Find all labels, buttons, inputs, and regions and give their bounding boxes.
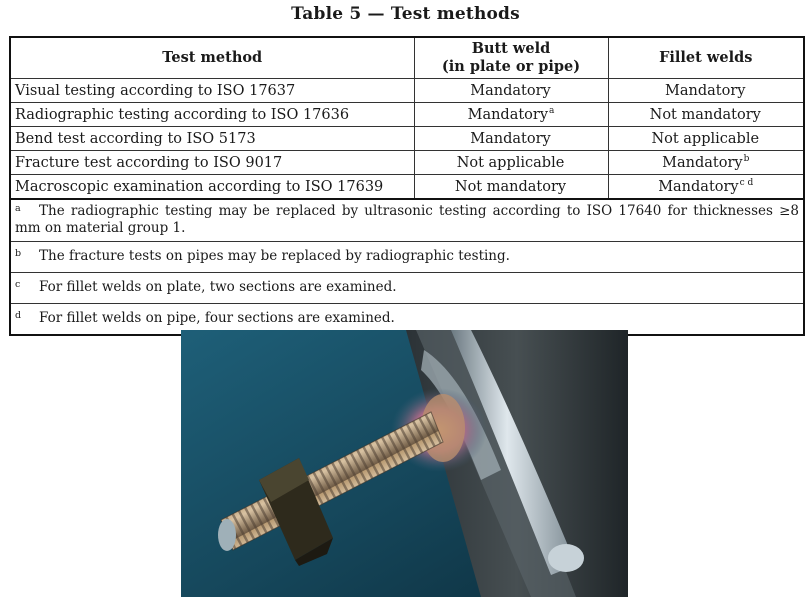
cell-fillet-value: Mandatory — [662, 154, 743, 171]
footnote-ref: b — [743, 153, 750, 164]
header-test-method: Test method — [10, 37, 414, 79]
footnote-b — [10, 242, 804, 273]
cell-butt — [414, 127, 608, 151]
cell-method: Macroscopic examination according to ISO 17639 — [10, 175, 414, 200]
footnote-ref: c d — [739, 177, 754, 188]
table-row — [10, 79, 804, 103]
footnote-c — [10, 273, 804, 304]
cell-fillet — [608, 127, 804, 151]
cell-fillet — [608, 103, 804, 127]
cell-butt-value: Not applicable — [456, 154, 565, 171]
footnote-text: For fillet welds on plate, two sections are examined. — [39, 279, 397, 295]
cell-method: Visual testing according to ISO 17637 — [10, 79, 414, 103]
footnote-a — [10, 199, 804, 242]
cell-method: Fracture test according to ISO 9017 — [10, 151, 414, 175]
header-butt-weld-line1: Butt weld — [471, 40, 551, 57]
header-butt-weld-line2: (in plate or pipe) — [441, 58, 581, 75]
footnote-marker: d — [15, 310, 22, 321]
cell-method: Radiographic testing according to ISO 17636 — [10, 103, 414, 127]
cell-fillet — [608, 79, 804, 103]
footnote-text: The fracture tests on pipes may be replaced by radiographic testing. — [39, 248, 510, 264]
footnote-marker: a — [15, 203, 21, 214]
cell-fillet-value: Mandatory — [665, 82, 746, 99]
header-fillet-welds: Fillet welds — [608, 37, 804, 79]
table-row — [10, 127, 804, 151]
footnote-marker: b — [15, 248, 22, 259]
cell-fillet-value: Not applicable — [651, 130, 760, 147]
cell-butt — [414, 151, 608, 175]
footnote-marker: c — [15, 279, 21, 290]
cell-butt-value: Mandatory — [467, 106, 549, 123]
cell-fillet — [608, 175, 804, 200]
cell-butt-value: Mandatory — [470, 82, 551, 99]
table-row — [10, 103, 804, 127]
footnote-ref: a — [549, 105, 555, 116]
footnote-text: The radiographic testing may be replaced by ultrasonic testing according to ISO 17640 for thicknesses ≥8 mm on material group 1. — [15, 203, 799, 236]
footnote-row — [10, 242, 804, 273]
table-row — [10, 151, 804, 175]
cell-method: Bend test according to ISO 5173 — [10, 127, 414, 151]
weld-stud-illustration — [181, 330, 628, 597]
cell-butt — [414, 175, 608, 200]
cell-butt — [414, 79, 608, 103]
footnote-text: For fillet welds on pipe, four sections are examined. — [39, 310, 395, 326]
header-butt-weld — [414, 37, 608, 79]
cell-fillet — [608, 151, 804, 175]
cell-butt-value: Not mandatory — [454, 178, 567, 195]
cell-fillet-value: Mandatory — [658, 178, 739, 195]
footnote-row — [10, 273, 804, 304]
weld-stud-photo — [181, 330, 628, 597]
cell-butt — [414, 103, 608, 127]
table-header-row — [10, 37, 804, 79]
cell-fillet-value: Not mandatory — [649, 106, 761, 123]
table-row — [10, 175, 804, 200]
cell-butt-value: Mandatory — [470, 130, 551, 147]
test-methods-table — [9, 36, 805, 336]
footnote-row — [10, 199, 804, 242]
table-caption: Table 5 — Test methods — [291, 4, 520, 24]
